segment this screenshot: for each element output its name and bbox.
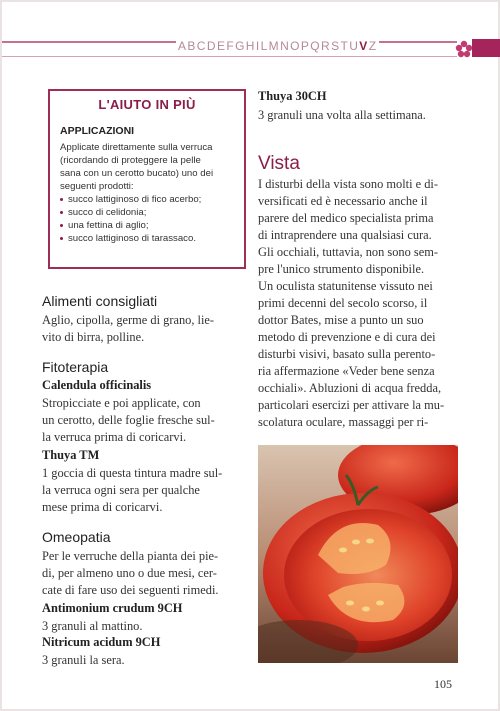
paragraph-alimenti xyxy=(42,312,242,346)
remedy-antimonium: Antimonium crudum 9CH xyxy=(42,601,183,615)
tip-box-line: (ricordando di proteggere la pelle xyxy=(60,155,201,166)
tip-box-line: seguenti prodotti: xyxy=(60,181,134,192)
tip-box-line: sana con un cerotto bucato) uno dei xyxy=(60,168,214,179)
alphabet-active-letter: V xyxy=(359,39,369,53)
text-line: mese prima di coricarvi. xyxy=(42,500,163,514)
text-line: di, per almeno uno o due mesi, cer- xyxy=(42,566,217,580)
text-line: Un oculista statunitense vissuto nei xyxy=(258,279,433,293)
text-line: Aglio, cipolla, germe di grano, lie- xyxy=(42,313,215,327)
text-line: di intraprendere una qualsiasi cura. xyxy=(258,228,432,242)
dose-nitricum: 3 granuli la sera. xyxy=(42,653,125,667)
text-line: un cerotto, delle foglie fresche sul- xyxy=(42,413,215,427)
text-line: la verruca prima di coricarvi. xyxy=(42,430,187,444)
text-line: occhiali». Abluzioni di acqua fredda, xyxy=(258,381,442,395)
text-line: particolari esercizi per attivare la mu- xyxy=(258,398,445,412)
tip-box-list-item: una fettina di aglio; xyxy=(60,219,238,232)
remedy-thuya-tm: Thuya TM xyxy=(42,448,100,462)
text-line: la verruca ogni sera per qualche xyxy=(42,483,200,497)
tip-box-list-item: succo lattiginoso di tarassaco. xyxy=(60,232,238,245)
heading-fitoterapia: Fitoterapia xyxy=(42,359,109,375)
tip-box-text xyxy=(60,141,238,245)
paragraph-thuya-tm xyxy=(42,465,242,516)
text-line: vito di birra, polline. xyxy=(42,330,145,344)
text-line: pre l'unico strumento disponibile. xyxy=(258,262,425,276)
tomato-photo xyxy=(258,445,458,663)
text-line: Gli occhiali, tuttavia, non sono sem- xyxy=(258,245,438,259)
paragraph-calendula xyxy=(42,395,242,446)
heading-vista: Vista xyxy=(258,153,300,174)
remedy-thuya-30ch: Thuya 30CH xyxy=(258,89,327,103)
alphabet-index xyxy=(176,39,379,53)
text-line: 1 goccia di questa tintura madre sul- xyxy=(42,466,223,480)
flower-icon xyxy=(454,39,474,59)
text-line: scolatura oculare, massaggi per ri- xyxy=(258,415,429,429)
dose-antimonium: 3 granuli al mattino. xyxy=(42,619,143,633)
text-line: parere del medico specialista prima xyxy=(258,211,434,225)
paragraph-omeopatia xyxy=(42,548,242,599)
heading-alimenti: Alimenti consigliati xyxy=(42,293,158,309)
remedy-calendula: Calendula officinalis xyxy=(42,378,152,392)
page-number: 105 xyxy=(434,677,452,691)
tip-box-list xyxy=(60,193,238,245)
text-line: versificati ed è necessario anche il xyxy=(258,194,428,208)
text-line: Stropicciate e poi applicate, con xyxy=(42,396,201,410)
alphabet-before: ABCDEFGHILMNOPQRSTU xyxy=(178,39,360,53)
text-line: disturbi visivi, basato sulla perento- xyxy=(258,347,436,361)
tip-box-line: Applicate direttamente sulla verruca xyxy=(60,142,213,153)
alphabet-after: Z xyxy=(368,39,378,53)
chapter-tab xyxy=(472,39,500,57)
heading-omeopatia: Omeopatia xyxy=(42,529,111,545)
paragraph-vista xyxy=(258,176,458,431)
text-line: Per le verruche della pianta dei pie- xyxy=(42,549,219,563)
tip-box-list-item: succo lattiginoso di fico acerbo; xyxy=(60,193,238,206)
tip-box-title: L'AIUTO IN PIÙ xyxy=(98,97,196,112)
tip-box xyxy=(48,89,246,269)
text-line: dottor Bates, mise a punto un suo xyxy=(258,313,424,327)
text-line: metodo di prevenzione e di cura dei xyxy=(258,330,436,344)
text-line: cate di fare uso dei seguenti rimedi. xyxy=(42,583,219,597)
dose-thuya-30ch: 3 granuli una volta alla settimana. xyxy=(258,108,426,122)
tip-box-subtitle: APPLICAZIONI xyxy=(60,125,135,137)
remedy-nitricum: Nitricum acidum 9CH xyxy=(42,635,161,649)
tip-box-list-item: succo di celidonia; xyxy=(60,206,238,219)
header-rule-bottom xyxy=(2,56,457,57)
text-line: ria affermazione «Veder bene senza xyxy=(258,364,435,378)
text-line: I disturbi della vista sono molti e di- xyxy=(258,177,438,191)
text-line: primi decenni del secolo scorso, il xyxy=(258,296,428,310)
